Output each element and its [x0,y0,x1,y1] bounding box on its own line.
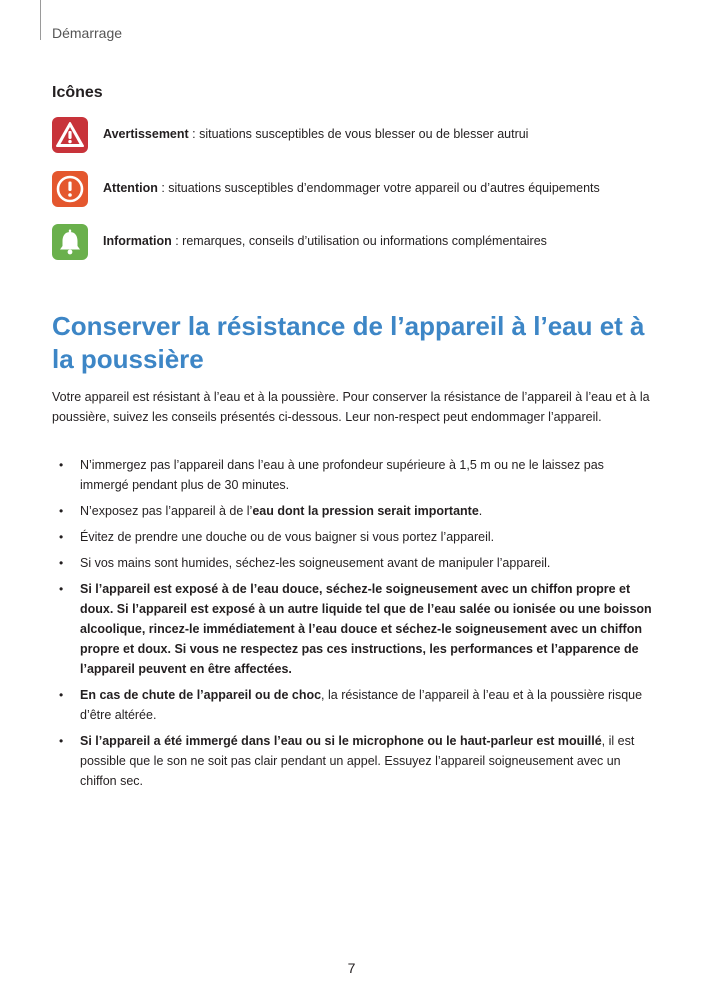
bullet-text: N’exposez pas l’appareil à de l’ [80,504,253,518]
attention-label: Attention [103,181,158,195]
bullet-bold-text: eau dont la pression serait importante [252,504,479,518]
list-item [52,527,652,547]
bullet-mark: • [59,556,64,570]
bullet-mark: • [59,582,64,596]
icon-row-information [52,224,652,260]
attention-text: : situations susceptibles d’endommager votre appareil ou d’autres équipements [157,181,600,195]
bullet-bold-text: En cas de chute de l’appareil ou de choc [80,688,322,702]
information-description [103,234,547,248]
icon-row-warning [52,117,652,153]
intro-paragraph: Votre appareil est résistant à l’eau et à la poussière. Pour conserver la résistance de l’appareil à l’eau et à la poussière, suivez les conseils présentés ci-dessous. Leur non-respect peut endommager l’appareil. [52,390,650,424]
bullet-mark: • [59,688,64,702]
attention-description [103,181,600,195]
warning-text: : situations susceptibles de vous blesser ou de blesser autrui [188,127,529,141]
bullet-bold-text: Si l’appareil a été immergé dans l’eau ou si le microphone ou le haut-parleur est mouillé [80,734,602,748]
warning-description [103,127,528,141]
bullet-text-end: , il est possible que le son ne soit pas clair pendant un appel. Essuyez l’appareil soigneusement avec un chiffon sec. [80,734,635,788]
bullet-text-end: . [478,504,483,518]
bullet-text: Si vos mains sont humides, séchez-les soigneusement avant de manipuler l’appareil. [80,556,551,570]
bullet-bold-text: Si l’appareil est exposé à de l’eau douce, séchez-le soigneusement avec un chiffon propre et doux. Si l’appareil est exposé à un autre liquide tel que de l’eau salée ou ionisée ou une boisson alcoolique, rincez-le immédiatement à l’eau douce et séchez-le soigneusement avec un chiffon propre et doux. Si vous ne respectez pas ces instructions, les performances et l’apparence de l’appareil peuvent en être affectées. [80,582,652,676]
page-number: 7 [347,960,356,976]
header-rule [40,0,41,40]
information-bell-icon [52,224,88,260]
section-header: Démarrage [52,25,123,41]
icon-row-attention [52,171,652,207]
list-item [52,553,652,573]
icons-heading: Icônes [52,84,103,101]
information-text: : remarques, conseils d’utilisation ou informations complémentaires [171,234,547,248]
warning-triangle-icon [52,117,88,153]
precaution-list [52,455,652,797]
list-item [52,501,652,521]
bullet-mark: • [59,530,64,544]
bullet-mark: • [59,504,64,518]
information-label: Information [103,234,172,248]
bullet-mark: • [59,458,64,472]
bullet-text: N’immergez pas l’appareil dans l’eau à une profondeur supérieure à 1,5 m ou ne le laissez pas immergé pendant plus de 30 minutes. [80,458,604,492]
caution-exclamation-icon [52,171,88,207]
list-item [52,455,652,495]
list-item [52,579,652,679]
list-item [52,731,652,791]
list-item [52,685,652,725]
section-title: Conserver la résistance de l’appareil à l’eau et à la poussière [52,311,645,374]
bullet-text-end: , la résistance de l’appareil à l’eau et à la poussière risque d’être altérée. [80,688,643,722]
warning-label: Avertissement [103,127,189,141]
bullet-text: Évitez de prendre une douche ou de vous baigner si vous portez l’appareil. [80,530,495,544]
bullet-mark: • [59,734,64,748]
